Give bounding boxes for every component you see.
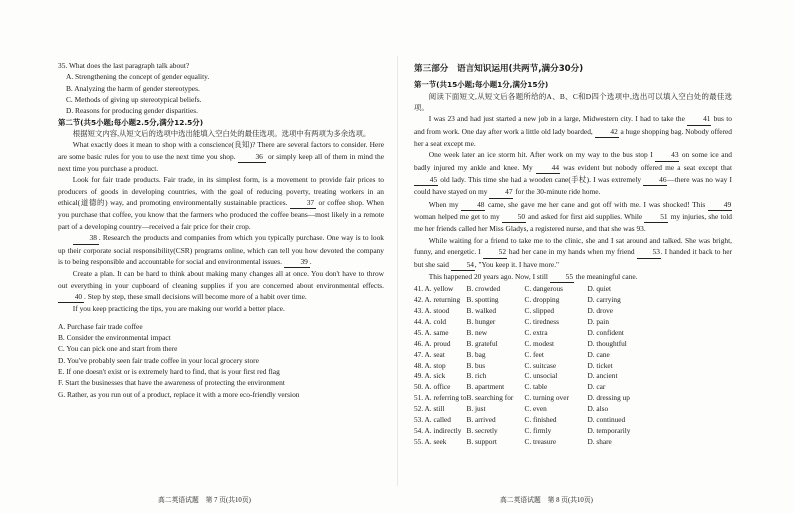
choice-option[interactable]: 49. A. sick — [414, 371, 446, 381]
blank-47[interactable]: 47 — [489, 186, 513, 198]
blank-45[interactable]: 45 — [414, 174, 438, 186]
right-page — [414, 60, 732, 448]
choice-row — [414, 339, 647, 350]
choice-option[interactable]: D. temporarily — [587, 425, 631, 435]
choice-option[interactable]: 41. A. yellow — [414, 284, 454, 294]
choice-option[interactable]: C. firmly — [524, 425, 552, 435]
cloze-paragraph-1: I was 23 and had just started a new job in a large, Midwestern city. I had to take the 41 bus to and from work. One day after work a little old lady boarded, 42 a huge shopping bag. Nobody offered her a seat except me. — [414, 114, 733, 149]
choice-option[interactable]: 47. A. seat — [414, 349, 445, 359]
choice-option[interactable]: D. quiet — [587, 284, 611, 294]
choice-row — [414, 306, 647, 317]
choice-option[interactable]: 53. A. called — [414, 415, 451, 425]
blank-38[interactable]: 38 — [73, 232, 99, 244]
blank-40[interactable]: 40 — [58, 291, 84, 303]
blank-43[interactable]: 43 — [655, 149, 679, 161]
choice-option[interactable]: 55. A. seek — [414, 436, 447, 446]
blank-37[interactable]: 37 — [290, 197, 316, 209]
question-35: 35. What does the last paragraph talk about? — [58, 61, 190, 70]
choice-option[interactable]: C. extra — [524, 327, 548, 337]
choice-option[interactable]: B. secretly — [466, 425, 498, 435]
choice-option[interactable]: C. tiredness — [524, 316, 559, 326]
q35-option-c: C. Methods of giving up stereotypical beliefs. — [66, 95, 202, 105]
passage-paragraph-1: What exactly does it mean to shop with a conscience(良知)? There are several factors to consider. Here are some basic rules for you to use the next time you shop. 36 or simply keep all of them in mind the next time you purchase a product. — [58, 140, 384, 174]
passage-paragraph-5: If you keep practicing the tips, you are making our world a better place. — [72, 304, 285, 314]
cloze-paragraph-3: When my 48 came, she gave me her cane and got off with me. I was shocked! This 49 woman helped me get to my 50 and asked for first aid supplies. While 51 my injuries, she told me her friends called her Miss Gladys, a registered nurse, and that she was 93. — [414, 199, 732, 234]
option-f: F. Start the businesses that have the awareness of protecting the environment — [58, 378, 285, 388]
option-a: A. Purchase fair trade coffee — [58, 321, 143, 331]
choice-option[interactable]: 43. A. stood — [414, 306, 450, 315]
passage-paragraph-2: Look for fair trade products. Fair trade, in its simplest form, is a movement to provide fair prices to producers of goods in developing countries, with the goal of reducing poverty, treating workers in an ethical(道德的) way, and promoting environmentally sustainable practices. 37 or coffee shop. When you purchase that coffee, you know that the farmers who produced the coffee beans—most likely in a remote part of a developing country—received a fair price for their crop. — [58, 175, 384, 231]
choice-option[interactable]: 44. A. cold — [414, 316, 447, 326]
choice-row — [414, 295, 647, 306]
choice-option[interactable]: B. walked — [466, 306, 497, 315]
choice-option[interactable]: C. unsocial — [524, 371, 558, 381]
choice-row — [414, 382, 647, 393]
right-page-footer: 高二英语试题 第 8 页(共10页) — [500, 497, 593, 504]
choice-option[interactable]: D. ancient — [587, 371, 618, 381]
blank-52[interactable]: 52 — [483, 246, 507, 258]
passage-paragraph-3: 38 . Research the products and companies from which you typically purchase. One way is to look up their corporate social responsibility(CSR) programs online, which can tell you how devoted the company is to being responsible and accountable for social and environmental issues. 39 . — [58, 232, 384, 268]
choice-option[interactable]: B. support — [466, 436, 497, 446]
choice-row — [414, 317, 647, 328]
choice-option[interactable]: D. confident — [587, 327, 624, 337]
cloze-paragraph-2: One week later an ice storm hit. After work on my way to the bus stop I 43 on some ice and badly injured my ankle and knee. My 44 was evident but nobody offered me a seat except that 45 old lady. This time she had a wooden cane(手杖). I was extremely 46—there was no way I could have stayed on my 47 for the 30-minute ride home. — [414, 149, 732, 198]
choice-option[interactable]: B. new — [466, 327, 488, 337]
choice-option[interactable]: D. thoughtful — [587, 338, 627, 348]
blank-48[interactable]: 48 — [461, 199, 485, 211]
part-3-title: 第三部分 语言知识运用(共两节,满分30分) — [414, 64, 584, 74]
choice-option[interactable]: 46. A. proud — [414, 338, 451, 348]
choice-option[interactable]: 51. A. referring to — [414, 393, 467, 403]
blank-42[interactable]: 42 — [595, 126, 619, 138]
blank-54[interactable]: 54 — [451, 259, 475, 271]
choice-row — [414, 350, 647, 361]
choice-option[interactable]: C. turning over — [524, 393, 569, 403]
choice-option[interactable]: 42. A. returning — [414, 295, 461, 305]
choice-option[interactable]: 45. A. same — [414, 327, 449, 337]
blank-36[interactable]: 36 — [238, 151, 266, 163]
q35-options — [58, 71, 384, 116]
choice-row — [414, 415, 647, 426]
choice-option[interactable]: B. just — [466, 404, 486, 414]
choice-option[interactable]: B. bag — [466, 349, 486, 359]
choice-option[interactable]: D. car — [587, 382, 606, 392]
choice-row — [414, 437, 647, 448]
left-page-footer: 高二英语试题 第 7 页(共10页) — [158, 497, 251, 504]
option-e: E. If one doesn't exist or is extremely hard to find, that is your first red flag — [58, 366, 280, 376]
choice-option[interactable]: 54. A. indirectly — [414, 425, 462, 435]
choice-option[interactable]: C. dropping — [524, 295, 560, 305]
choice-option[interactable]: 52. A. still — [414, 404, 445, 414]
q35-option-b: B. Analyzing the harm of gender stereotypes. — [66, 83, 200, 93]
choice-option[interactable]: C. finished — [524, 415, 557, 425]
option-c: C. You can pick one and start from there — [58, 344, 178, 354]
choice-option[interactable]: D. continued — [587, 415, 626, 425]
left-page — [58, 60, 384, 400]
section-2-title: 第二节(共5小题;每小题2.5分,满分12.5分) — [58, 117, 204, 127]
page-fold-divider — [397, 56, 398, 486]
passage-paragraph-4: Create a plan. It can be hard to think about making many changes all at once. You don't have to throw out everything in your cupboard of cleaning supplies if you are concerned about environmental effects. 40 . Step by step, these small decisions will become more of a habit over time. — [58, 268, 384, 303]
choice-option[interactable]: D. cane — [587, 349, 610, 359]
choice-option[interactable]: D. pain — [587, 316, 609, 326]
section-1-title: 第一节(共15小题;每小题1分,满分15分) — [414, 80, 549, 90]
choice-option[interactable]: B. grateful — [466, 338, 498, 348]
q35-option-a: A. Strengthening the concept of gender equality. — [66, 72, 210, 82]
choice-option[interactable]: B. hunger — [466, 316, 496, 326]
choice-option[interactable]: B. spotting — [466, 295, 499, 305]
choice-option[interactable]: D. share — [587, 436, 612, 446]
cloze-paragraph-4: While waiting for a friend to take me to the clinic, she and I sat around and talked. She was bright, funny, and energetic. I 52 had her cane in my hands when my friend 53. I handed it back to her but she said 54, "You keep it. I have more." — [414, 235, 732, 271]
blank-41[interactable]: 41 — [687, 113, 711, 125]
choice-row — [414, 284, 647, 295]
q35-option-d: D. Reasons for producing gender disparities. — [66, 106, 198, 116]
section-1-instructions: 阅读下面短文,从短文后各题所给的A、B、C和D四个选项中,选出可以填入空白处的最佳选项。 — [414, 91, 732, 113]
choice-option[interactable]: C. table — [524, 382, 548, 392]
choice-option[interactable]: C. dangerous — [524, 284, 563, 294]
section-2-instructions: 根据短文内容,从短文后的选项中选出能填入空白处的最佳选项。选项中有两项为多余选项。 — [72, 129, 371, 139]
choice-option[interactable]: B. apartment — [466, 382, 505, 392]
choice-row — [414, 371, 647, 382]
blank-46[interactable]: 46 — [643, 174, 667, 186]
choice-option[interactable]: 50. A. office — [414, 382, 451, 392]
cloze-choices-table — [414, 284, 647, 448]
blank-50[interactable]: 50 — [502, 211, 526, 223]
blank-39[interactable]: 39 — [284, 256, 310, 268]
choice-option[interactable]: C. even — [524, 404, 547, 414]
option-g: G. Rather, as you run out of a product, replace it with a more eco-friendly version — [58, 389, 300, 399]
choice-option[interactable]: C. suitcase — [524, 360, 557, 370]
option-d: D. You've probably seen fair trade coffee in your local grocery store — [58, 355, 259, 365]
choice-option[interactable]: D. ticket — [587, 360, 613, 370]
choice-option[interactable]: D. also — [587, 404, 609, 414]
choice-option[interactable]: B. crowded — [466, 284, 501, 294]
choice-option[interactable]: B. arrived — [466, 415, 496, 425]
choice-option[interactable]: D. drove — [587, 306, 614, 315]
option-b: B. Consider the environmental impact — [58, 332, 171, 342]
cloze-paragraph-5: This happened 20 years ago. Now, I still 55 the meaningful cane. — [414, 271, 732, 283]
blank-53[interactable]: 53 — [637, 246, 661, 258]
choice-option[interactable]: C. modest — [524, 338, 555, 348]
choice-option[interactable]: B. bus — [466, 360, 486, 370]
choice-option[interactable]: 48. A. stop — [414, 360, 446, 370]
choice-option[interactable]: C. treasure — [524, 436, 557, 446]
section-2-options — [58, 321, 384, 400]
blank-51[interactable]: 51 — [644, 211, 668, 223]
blank-55[interactable]: 55 — [550, 271, 574, 283]
choice-row — [414, 328, 647, 339]
choice-option[interactable]: B. searching for — [466, 393, 514, 403]
choice-row — [414, 404, 647, 415]
choice-row — [414, 361, 647, 372]
choice-option[interactable]: C. slipped — [524, 306, 555, 315]
blank-44[interactable]: 44 — [536, 162, 560, 174]
choice-option[interactable]: D. dressing up — [587, 393, 630, 403]
choice-row — [414, 426, 647, 437]
choice-option[interactable]: B. rich — [466, 371, 487, 381]
choice-option[interactable]: C. feet — [524, 349, 544, 359]
choice-row — [414, 393, 647, 404]
choice-option[interactable]: D. carrying — [587, 295, 621, 305]
blank-49[interactable]: 49 — [708, 199, 732, 211]
